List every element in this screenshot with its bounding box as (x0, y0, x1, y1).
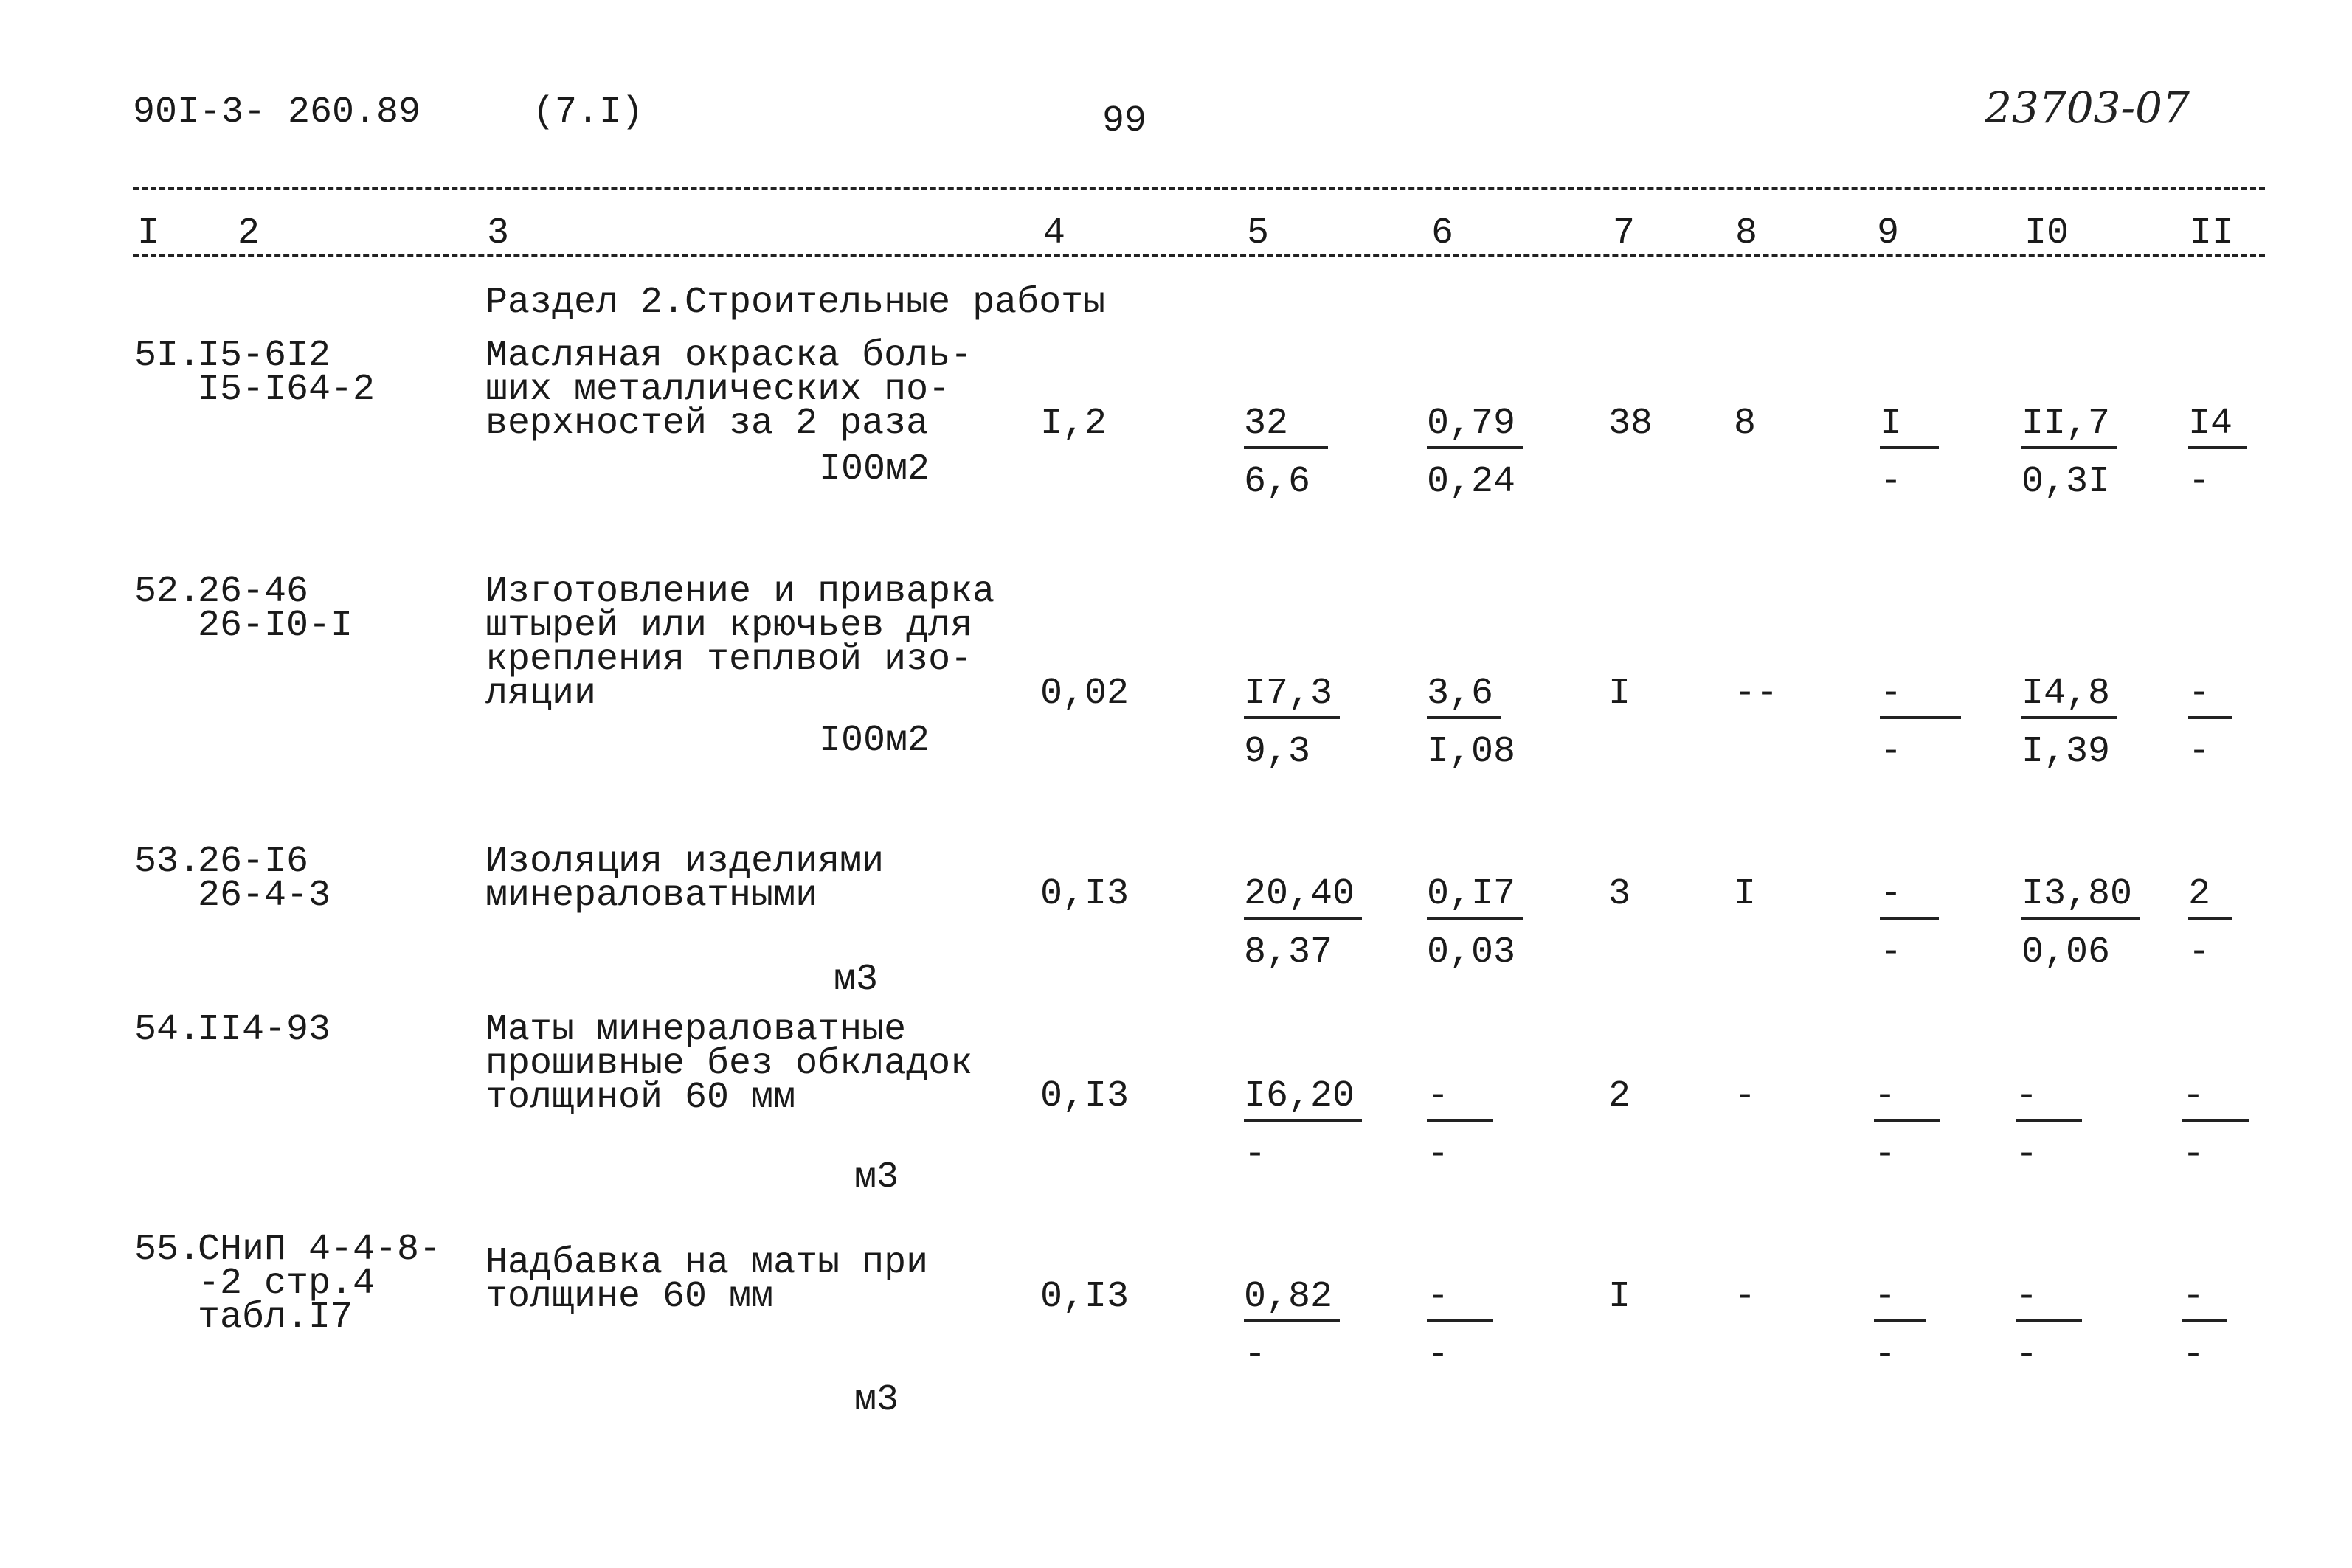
row-code: СНиП 4-4-8- -2 стр.4 табл.I7 (198, 1229, 442, 1339)
row-col8: I (1734, 873, 1757, 915)
row-unit: I00м2 (819, 448, 930, 490)
row-col6: - - (1427, 1276, 1493, 1376)
row-col8: - (1734, 1075, 1757, 1117)
column-header-2: 2 (238, 212, 260, 254)
row-code: I5-6I2 I5-I64-2 (198, 335, 376, 411)
row-col10: - - (2016, 1075, 2082, 1176)
row-number: 5I. (134, 335, 201, 377)
header-top-rule (133, 187, 2265, 190)
row-quantity: 0,I3 (1040, 873, 1130, 915)
row-col11: - - (2182, 1075, 2249, 1176)
row-col11: - - (2182, 1276, 2227, 1376)
row-col9: - - (1874, 1276, 1926, 1376)
row-col8: -- (1734, 673, 1779, 715)
row-quantity: 0,I3 (1040, 1276, 1130, 1318)
column-header-8: 8 (1735, 212, 1758, 254)
column-header-3: 3 (487, 212, 510, 254)
row-col9: - - (1880, 673, 1961, 773)
row-name: Надбавка на маты при толщине 60 мм (485, 1242, 929, 1318)
row-col5: I6,20 - (1244, 1075, 1362, 1176)
row-col7: I (1608, 1276, 1631, 1318)
handwritten-stamp: 23703-07 (1985, 83, 2190, 133)
column-header-4: 4 (1043, 212, 1066, 254)
row-name: Масляная окраска боль- ших металлических по- верхностей за 2 раза (485, 335, 973, 445)
row-unit: I00м2 (819, 720, 930, 762)
row-name: Маты минераловатные прошивные без обкладок толщиной 60 мм (485, 1009, 973, 1119)
row-col7: 3 (1608, 873, 1631, 915)
row-unit: м3 (834, 959, 879, 1001)
row-code: II4-93 (198, 1009, 331, 1051)
row-col10: $\frac{II,7}{0,3I}$ (2021, 403, 2117, 503)
row-col7: 38 (1608, 403, 1653, 445)
row-unit: м3 (854, 1156, 899, 1198)
row-number: 54. (134, 1009, 201, 1051)
row-col9: - - (1874, 1075, 1940, 1176)
row-code: 26-46 26-I0-I (198, 571, 353, 647)
row-col10: - - (2016, 1276, 2082, 1376)
row-number: 53. (134, 841, 201, 883)
row-number: 55. (134, 1229, 201, 1271)
row-col10: $\frac{I3,80}{0,06}$ (2021, 873, 2140, 974)
row-name: Изоляция изделиями минераловатными (485, 841, 885, 917)
row-col8: 8 (1734, 403, 1757, 445)
row-col8: - (1734, 1276, 1757, 1318)
row-col11: - - (2188, 673, 2232, 773)
header-bottom-rule (133, 254, 2265, 257)
row-col11: 2 - (2188, 873, 2232, 974)
row-col5: 0,82 - (1244, 1276, 1340, 1376)
row-col7: I (1608, 673, 1631, 715)
row-col6: $\frac{0,79}{0,24}$ (1427, 403, 1523, 503)
column-header-5: 5 (1247, 212, 1270, 254)
column-header-1: I (137, 212, 160, 254)
row-col6: - - (1427, 1075, 1493, 1176)
column-header-7: 7 (1613, 212, 1636, 254)
document-code: 90I-3- 260.89 (133, 91, 421, 133)
page-number: 99 (1102, 100, 1147, 142)
row-name: Изготовление и приварка штырей или крючьев для крепления теплвой изо- ляции (485, 571, 995, 715)
row-quantity: 0,02 (1040, 673, 1130, 715)
row-col9: I - (1880, 403, 1939, 503)
row-col5: $\frac{I7,3}{9,3}$ (1244, 673, 1340, 773)
row-col11: I4 - (2188, 403, 2247, 503)
row-unit: м3 (854, 1379, 899, 1421)
column-header-9: 9 (1877, 212, 1900, 254)
row-code: 26-I6 26-4-3 (198, 841, 331, 917)
row-col5: $\frac{20,40}{8,37}$ (1244, 873, 1362, 974)
section-title: Раздел 2.Строительные работы (485, 282, 1106, 324)
column-header-11: II (2190, 212, 2235, 254)
row-col5: $\frac{32}{6,6}$ (1244, 403, 1328, 503)
section-reference: (7.I) (533, 91, 644, 133)
row-col7: 2 (1608, 1075, 1631, 1117)
row-col6: $\frac{3,6}{I,08}$ (1427, 673, 1516, 773)
row-quantity: 0,I3 (1040, 1075, 1130, 1117)
row-col10: $\frac{I4,8}{I,39}$ (2021, 673, 2117, 773)
row-number: 52. (134, 571, 201, 613)
column-header-10: I0 (2024, 212, 2069, 254)
column-header-6: 6 (1431, 212, 1454, 254)
row-col6: $\frac{0,I7}{0,03}$ (1427, 873, 1523, 974)
row-col9: - - (1880, 873, 1939, 974)
row-quantity: I,2 (1040, 403, 1107, 445)
